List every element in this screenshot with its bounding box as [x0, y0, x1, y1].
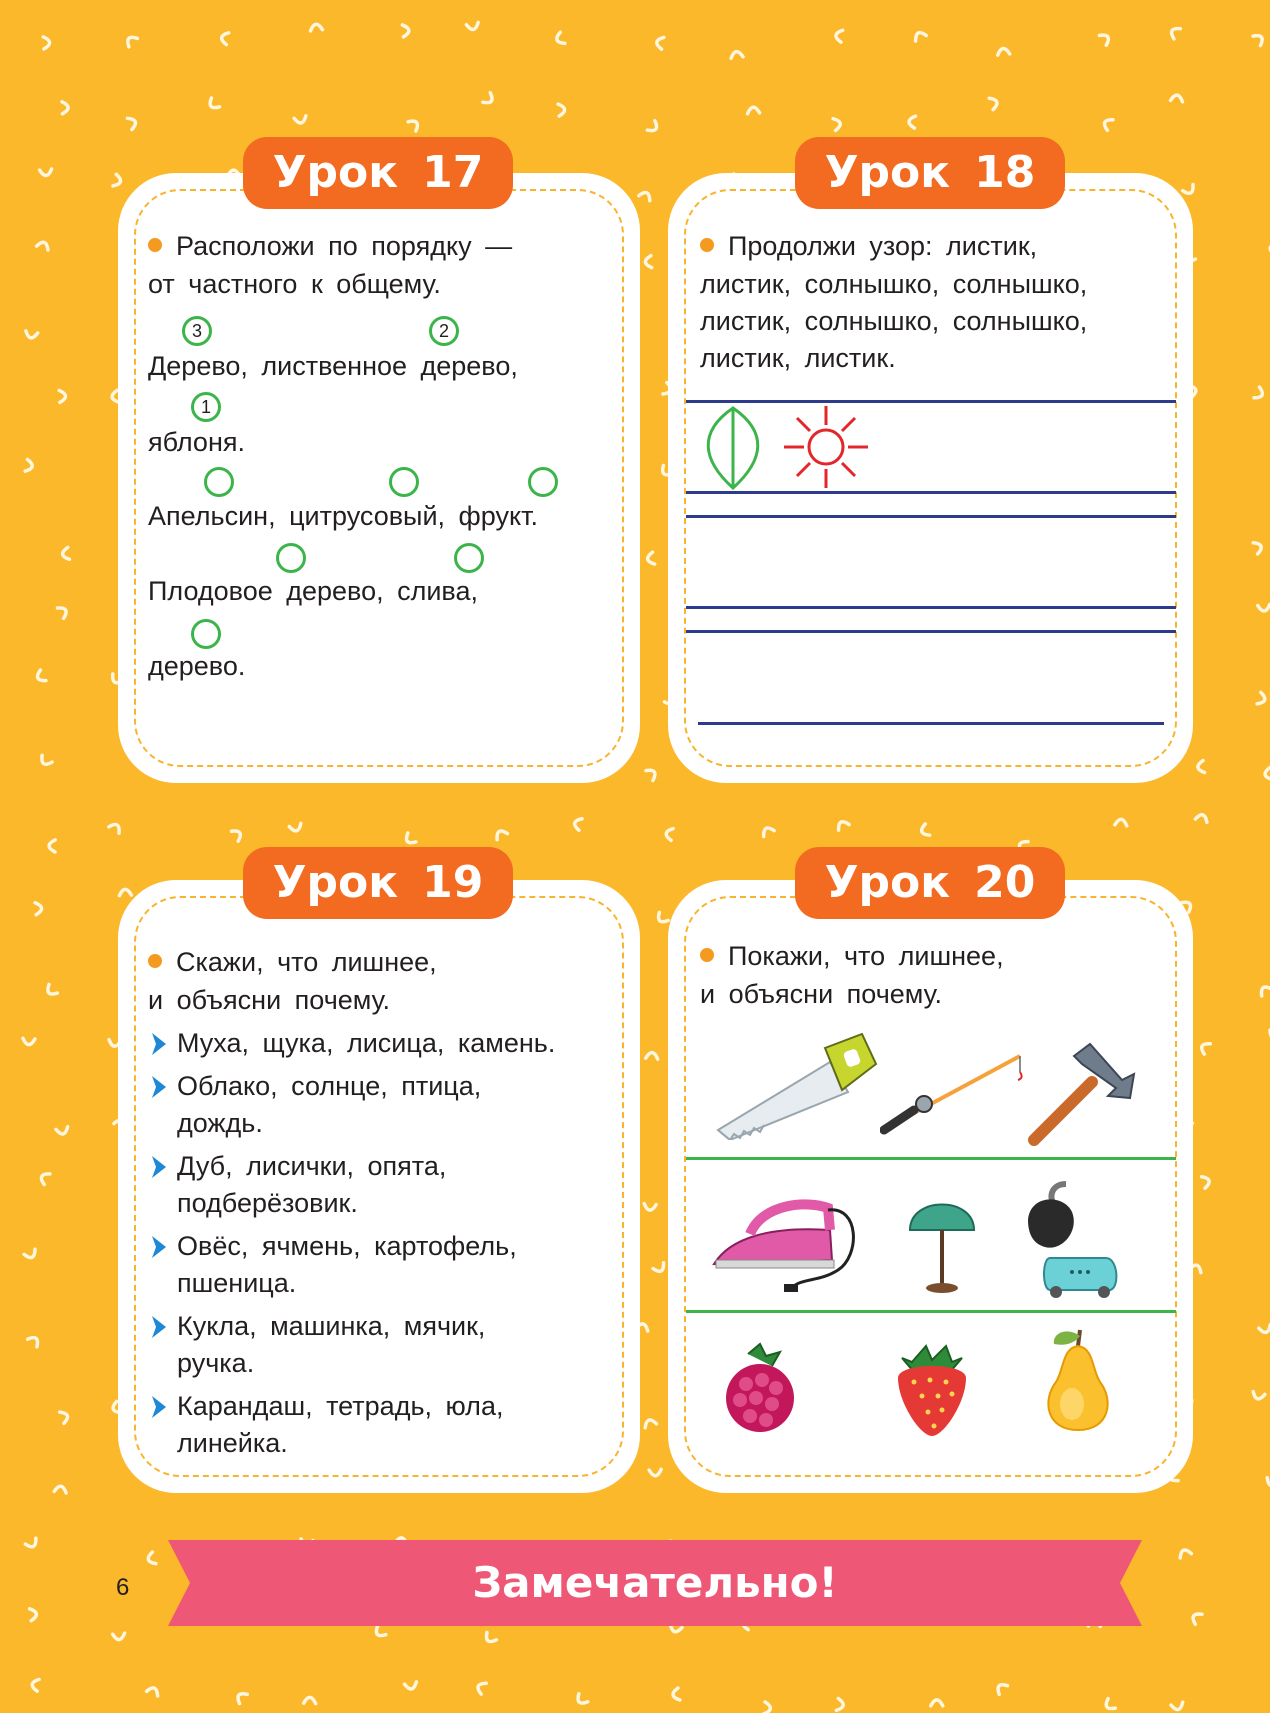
squiggle-decoration — [147, 1686, 160, 1696]
squiggle-decoration — [1171, 94, 1184, 101]
squiggle-decoration — [466, 22, 479, 30]
answer-circle-empty[interactable] — [454, 543, 484, 573]
lesson-17-row-3: Апельсин, цитрусовый, фрукт. — [148, 501, 538, 531]
lamp-icon[interactable] — [904, 1186, 980, 1296]
lesson-18-instruction: Продолжи узор: листик, — [700, 228, 1037, 265]
vacuum-cleaner-icon[interactable] — [1020, 1180, 1124, 1300]
squiggle-decoration — [913, 30, 926, 41]
squiggle-decoration — [62, 102, 68, 114]
squiggle-decoration — [730, 51, 743, 58]
squiggle-decoration — [494, 828, 507, 839]
list-item: Овёс, ячмень, картофель, — [177, 1231, 517, 1261]
squiggle-decoration — [402, 24, 409, 36]
squiggle-decoration — [294, 116, 307, 124]
list-item: Карандаш, тетрадь, юла, — [177, 1391, 504, 1421]
writing-line — [686, 515, 1176, 518]
list-item: подберёзовик. — [177, 1188, 358, 1218]
squiggle-decoration — [1252, 1392, 1265, 1401]
squiggle-decoration — [1103, 1699, 1115, 1712]
list-item: пшеница. — [177, 1268, 297, 1298]
list-item: дождь. — [177, 1108, 263, 1138]
answer-circle-empty[interactable] — [276, 543, 306, 573]
pear-icon[interactable] — [1032, 1326, 1122, 1436]
squiggle-decoration — [656, 36, 664, 49]
squiggle-decoration — [60, 1410, 70, 1423]
squiggle-decoration — [24, 1249, 37, 1260]
lesson-19-instruction: Скажи, что лишнее, — [148, 944, 437, 981]
squiggle-decoration — [665, 827, 673, 840]
list-arrow-icon — [150, 1031, 168, 1057]
answer-circle-empty[interactable] — [389, 467, 419, 497]
list-arrow-icon — [150, 1234, 168, 1260]
squiggle-decoration — [995, 1682, 1008, 1695]
bullet-dot — [148, 238, 162, 252]
squiggle-decoration — [45, 984, 58, 997]
squiggle-decoration — [1171, 1702, 1184, 1711]
squiggle-decoration — [31, 1678, 39, 1691]
squiggle-decoration — [672, 1688, 680, 1701]
squiggle-decoration — [221, 32, 229, 45]
lesson-17-row-5: дерево. — [148, 651, 246, 681]
bullet-dot — [700, 238, 714, 252]
squiggle-decoration — [1253, 32, 1265, 45]
lesson-17-row-4: Плодовое дерево, слива, — [148, 576, 478, 606]
squiggle-decoration — [231, 828, 243, 841]
list-item: Дуб, лисички, опята, — [177, 1151, 447, 1181]
squiggle-decoration — [109, 822, 122, 833]
squiggle-decoration — [37, 240, 50, 250]
squiggle-decoration — [483, 93, 495, 106]
squiggle-decoration — [1102, 117, 1113, 130]
squiggle-decoration — [23, 1038, 35, 1045]
squiggle-decoration — [643, 1418, 656, 1428]
squiggle-decoration — [646, 767, 658, 780]
squiggle-decoration — [931, 1700, 943, 1706]
squiggle-decoration — [405, 1682, 418, 1690]
squiggle-decoration — [304, 1697, 316, 1703]
writing-line — [698, 722, 1164, 725]
lesson-19-title: Урок 19 — [243, 847, 513, 919]
squiggle-decoration — [558, 104, 565, 116]
squiggle-decoration — [1195, 813, 1208, 822]
squiggle-decoration — [403, 833, 415, 846]
lesson-18-line-3: листик, солнышко, солнышко, — [700, 306, 1088, 336]
lesson-17-row-1: Дерево, лиственное дерево, — [148, 351, 518, 381]
page-number: 6 — [116, 1574, 130, 1601]
lesson-19-instruction-line2: и объясни почему. — [148, 985, 390, 1015]
squiggle-decoration — [989, 96, 999, 109]
squiggle-decoration — [1258, 984, 1270, 996]
squiggle-decoration — [555, 32, 565, 45]
squiggle-decoration — [54, 1485, 67, 1492]
lesson-17-title: Урок 17 — [243, 137, 513, 209]
fishing-rod-icon[interactable] — [880, 1046, 1030, 1136]
squiggle-decoration — [35, 902, 42, 914]
squiggle-decoration — [836, 819, 849, 830]
squiggle-decoration — [1253, 541, 1263, 554]
writing-line — [686, 606, 1176, 609]
squiggle-decoration — [49, 840, 55, 852]
lesson-20-instruction-line2: и объясни почему. — [700, 979, 942, 1009]
squiggle-decoration — [1199, 1041, 1210, 1054]
squiggle-decoration — [56, 1127, 69, 1136]
list-arrow-icon — [150, 1394, 168, 1420]
squiggle-decoration — [653, 1263, 666, 1274]
squiggle-decoration — [476, 1681, 487, 1694]
squiggle-decoration — [127, 116, 137, 129]
answer-circle[interactable]: 3 — [182, 316, 212, 346]
squiggle-decoration — [646, 1052, 658, 1059]
squiggle-decoration — [920, 824, 930, 837]
answer-circle[interactable]: 1 — [191, 392, 221, 422]
iron-icon[interactable] — [710, 1196, 860, 1296]
list-arrow-icon — [150, 1314, 168, 1340]
bullet-dot — [148, 954, 162, 968]
writing-line — [686, 630, 1176, 633]
squiggle-decoration — [310, 24, 323, 31]
squiggle-decoration — [43, 37, 50, 49]
lesson-17-instruction: Расположи по порядку — — [148, 228, 512, 265]
squiggle-decoration — [62, 547, 70, 560]
squiggle-decoration — [647, 552, 655, 565]
squiggle-decoration — [1259, 1325, 1270, 1334]
squiggle-decoration — [747, 107, 759, 114]
squiggle-decoration — [1190, 1611, 1202, 1624]
leaf-icon — [696, 402, 770, 492]
squiggle-decoration — [836, 1698, 844, 1711]
row-divider — [686, 1310, 1176, 1313]
raspberry-icon[interactable] — [718, 1340, 802, 1436]
lesson-18-title: Урок 18 — [795, 137, 1065, 209]
squiggle-decoration — [1265, 1478, 1270, 1488]
squiggle-decoration — [113, 174, 122, 187]
squiggle-decoration — [119, 889, 131, 896]
answer-circle-empty[interactable] — [191, 619, 221, 649]
squiggle-decoration — [57, 605, 68, 618]
lesson-18-line-2: листик, солнышко, солнышко, — [700, 269, 1088, 299]
strawberry-icon[interactable] — [892, 1340, 972, 1440]
list-item: Муха, щука, лисица, камень. — [177, 1028, 556, 1058]
squiggle-decoration — [645, 256, 652, 268]
list-item: Кукла, машинка, мячик, — [177, 1311, 486, 1341]
list-item: ручка. — [177, 1348, 255, 1378]
answer-circle[interactable]: 2 — [429, 316, 459, 346]
lesson-18-line-4: листик, листик. — [700, 343, 896, 373]
squiggle-decoration — [1202, 1175, 1211, 1188]
squiggle-decoration — [147, 1552, 156, 1565]
squiggle-decoration — [1183, 185, 1196, 196]
squiggle-decoration — [373, 1626, 386, 1639]
squiggle-decoration — [649, 1469, 661, 1476]
squiggle-decoration — [235, 1691, 247, 1704]
squiggle-decoration — [40, 169, 52, 176]
squiggle-decoration — [764, 1702, 771, 1713]
answer-circle-empty[interactable] — [204, 467, 234, 497]
list-item: Облако, солнце, птица, — [177, 1071, 482, 1101]
squiggle-decoration — [833, 117, 841, 130]
squiggle-decoration — [1254, 387, 1265, 400]
squiggle-decoration — [25, 1538, 38, 1549]
saw-icon[interactable] — [710, 1030, 880, 1140]
squiggle-decoration — [1257, 692, 1266, 705]
squiggle-decoration — [113, 1633, 125, 1640]
squiggle-decoration — [483, 1632, 496, 1644]
bullet-dot — [700, 948, 714, 962]
list-item: линейка. — [177, 1428, 288, 1458]
squiggle-decoration — [573, 817, 582, 830]
squiggle-decoration — [289, 823, 302, 832]
squiggle-decoration — [639, 190, 652, 200]
squiggle-decoration — [647, 121, 659, 134]
squiggle-decoration — [1178, 1548, 1191, 1558]
squiggle-decoration — [30, 1608, 38, 1621]
squiggle-decoration — [835, 29, 843, 42]
squiggle-decoration — [59, 390, 66, 402]
squiggle-decoration — [1099, 32, 1111, 45]
squiggle-decoration — [1264, 768, 1270, 781]
lesson-17-row-2: яблоня. — [148, 427, 245, 457]
squiggle-decoration — [761, 825, 774, 836]
squiggle-decoration — [997, 48, 1010, 55]
lesson-20-instruction: Покажи, что лишнее, — [700, 938, 1004, 975]
sun-icon — [780, 404, 872, 490]
list-arrow-icon — [150, 1074, 168, 1100]
squiggle-decoration — [575, 1694, 588, 1706]
squiggle-decoration — [655, 912, 668, 924]
squiggle-decoration — [408, 118, 420, 131]
answer-circle-empty[interactable] — [528, 467, 558, 497]
squiggle-decoration — [644, 1204, 656, 1211]
squiggle-decoration — [25, 459, 33, 472]
squiggle-decoration — [1115, 819, 1127, 826]
squiggle-decoration — [1169, 26, 1180, 39]
squiggle-decoration — [28, 1335, 41, 1347]
hammer-icon[interactable] — [1022, 1040, 1142, 1150]
squiggle-decoration — [207, 98, 220, 111]
squiggle-decoration — [1197, 761, 1204, 774]
squiggle-decoration — [1258, 605, 1270, 612]
squiggle-decoration — [35, 670, 46, 683]
list-arrow-icon — [150, 1154, 168, 1180]
lesson-17-instruction-line2: от частного к общему. — [148, 269, 441, 299]
squiggle-decoration — [39, 755, 52, 767]
ribbon-text: Замечательно! — [472, 1558, 838, 1607]
row-divider — [686, 1157, 1176, 1160]
squiggle-decoration — [125, 34, 138, 47]
lesson-20-title: Урок 20 — [795, 847, 1065, 919]
squiggle-decoration — [908, 116, 915, 128]
squiggle-decoration — [25, 331, 38, 339]
squiggle-decoration — [39, 1171, 50, 1184]
